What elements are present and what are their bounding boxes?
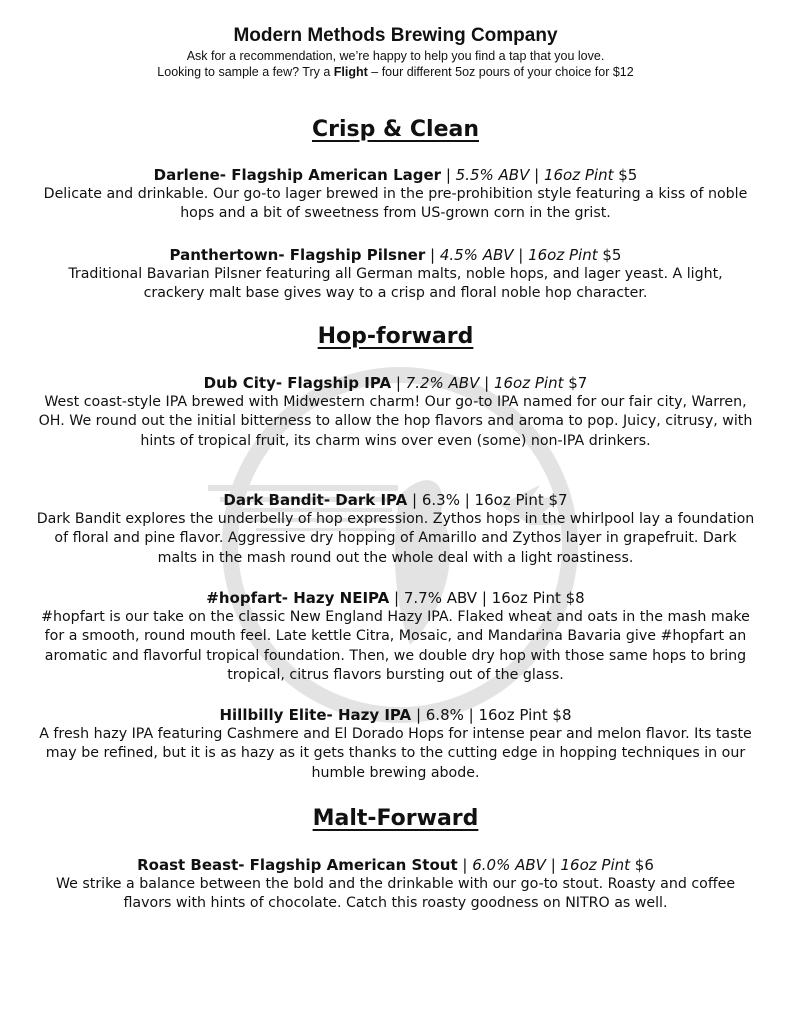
- flight-line: [0, 64, 791, 80]
- beer-description: Dark Bandit explores the underbelly of hop expression. Zythos hops in the whirlpool lay a foundation of floral and pine flavor. Aggressive dry hopping of Amarillo and Zythos layer in grapefruit. Dark malts in the mash round out the whole deal with a light roastiness.: [36, 511, 755, 566]
- separator: |: [391, 374, 406, 392]
- flight-line-prefix: Looking to sample a few? Try a: [157, 65, 334, 79]
- beer-heading: [36, 245, 755, 265]
- beer-item-roast-beast: [36, 855, 755, 914]
- beer-item-darlene: [36, 165, 755, 224]
- separator: |: [425, 246, 440, 264]
- beer-item-hillbilly-elite: [36, 705, 755, 783]
- beer-abv-size-price: | 7.7% ABV | 16oz Pint $8: [389, 589, 585, 607]
- beer-heading: [36, 165, 755, 185]
- beer-abv-size-price: | 6.3% | 16oz Pint $7: [407, 491, 568, 509]
- beer-description: A fresh hazy IPA featuring Cashmere and El Dorado Hops for intense pear and melon flavor. Its taste may be refined, but it is as hazy as it gets thanks to the cutting edge in hopping techniques in our humble brewing abode.: [39, 726, 752, 781]
- beer-item-dub-city: [36, 373, 755, 451]
- section-hop-forward: [0, 324, 791, 349]
- beer-description: #hopfart is our take on the classic New England Hazy IPA. Flaked wheat and oats in the mash make for a smooth, round mouth feel. Late kettle Citra, Mosaic, and Mandarina Bavaria give #hopfart an aromatic and flavorful tropical foundation. Then, we double dry hop with those same hops to bring tropical, citrus flavors bursting out of the glass.: [41, 609, 750, 684]
- beer-name: Darlene- Flagship American Lager: [153, 166, 442, 184]
- flight-label: Flight: [333, 65, 368, 79]
- section-title: Malt-Forward: [312, 806, 479, 831]
- beer-price: $5: [597, 246, 622, 264]
- beer-heading: [36, 373, 755, 393]
- brewery-name: Modern Methods Brewing Company: [233, 25, 558, 46]
- beer-name: Dark Bandit- Dark IPA: [223, 491, 408, 509]
- menu-header: [0, 0, 791, 80]
- beer-name: Dub City- Flagship IPA: [203, 374, 392, 392]
- section-title: Crisp & Clean: [312, 117, 479, 142]
- beer-description: Traditional Bavarian Pilsner featuring all German malts, noble hops, and lager yeast. A light, crackery malt base gives way to a crisp and floral noble hop character.: [68, 266, 723, 302]
- beer-item-hopfart: [36, 588, 755, 686]
- beer-item-dark-bandit: [36, 490, 755, 568]
- section-crisp-clean: [0, 117, 791, 142]
- beer-abv-size: 6.0% ABV | 16oz Pint: [472, 856, 631, 874]
- beer-price: $7: [563, 374, 588, 392]
- beer-name: Panthertown- Flagship Pilsner: [169, 246, 426, 264]
- section-malt-forward: [0, 806, 791, 831]
- beer-abv-size: 5.5% ABV | 16oz Pint: [455, 166, 614, 184]
- beer-price: $6: [630, 856, 654, 874]
- beer-item-panthertown: [36, 245, 755, 304]
- recommendation-line: Ask for a recommendation, we’re happy to help you find a tap that you love.: [186, 49, 605, 63]
- beer-name: #hopfart- Hazy NEIPA: [206, 589, 390, 607]
- beer-heading: [36, 855, 755, 875]
- beer-description: West coast-style IPA brewed with Midwestern charm! Our go-to IPA named for our fair city, Warren, OH. We round out the initial bitterness to allow the hop flavors and aroma to pop. Juicy, citrusy, with hints of tropical fruit, its charm wins over even (some) non-IPA drinkers.: [38, 394, 753, 449]
- section-title: Hop-forward: [317, 324, 474, 349]
- separator: |: [441, 166, 456, 184]
- beer-description: We strike a balance between the bold and the drinkable with our go-to stout. Roasty and coffee flavors with hints of chocolate. Catch this roasty goodness on NITRO as well.: [55, 876, 736, 912]
- beer-heading: [36, 588, 755, 608]
- beer-heading: [36, 490, 755, 510]
- beer-heading: [36, 705, 755, 725]
- flight-line-suffix: – four different 5oz pours of your choice for $12: [367, 65, 634, 79]
- beer-abv-size: 4.5% ABV | 16oz Pint: [439, 246, 598, 264]
- separator: |: [457, 856, 473, 874]
- beer-description: Delicate and drinkable. Our go-to lager brewed in the pre-prohibition style featuring a kiss of noble hops and a bit of sweetness from US-grown corn in the grist.: [43, 186, 748, 222]
- beer-name: Hillbilly Elite- Hazy IPA: [219, 706, 412, 724]
- beer-price: $5: [613, 166, 638, 184]
- beer-abv-size-price: | 6.8% | 16oz Pint $8: [411, 706, 572, 724]
- beer-name: Roast Beast- Flagship American Stout: [137, 856, 458, 874]
- beer-abv-size: 7.2% ABV | 16oz Pint: [405, 374, 564, 392]
